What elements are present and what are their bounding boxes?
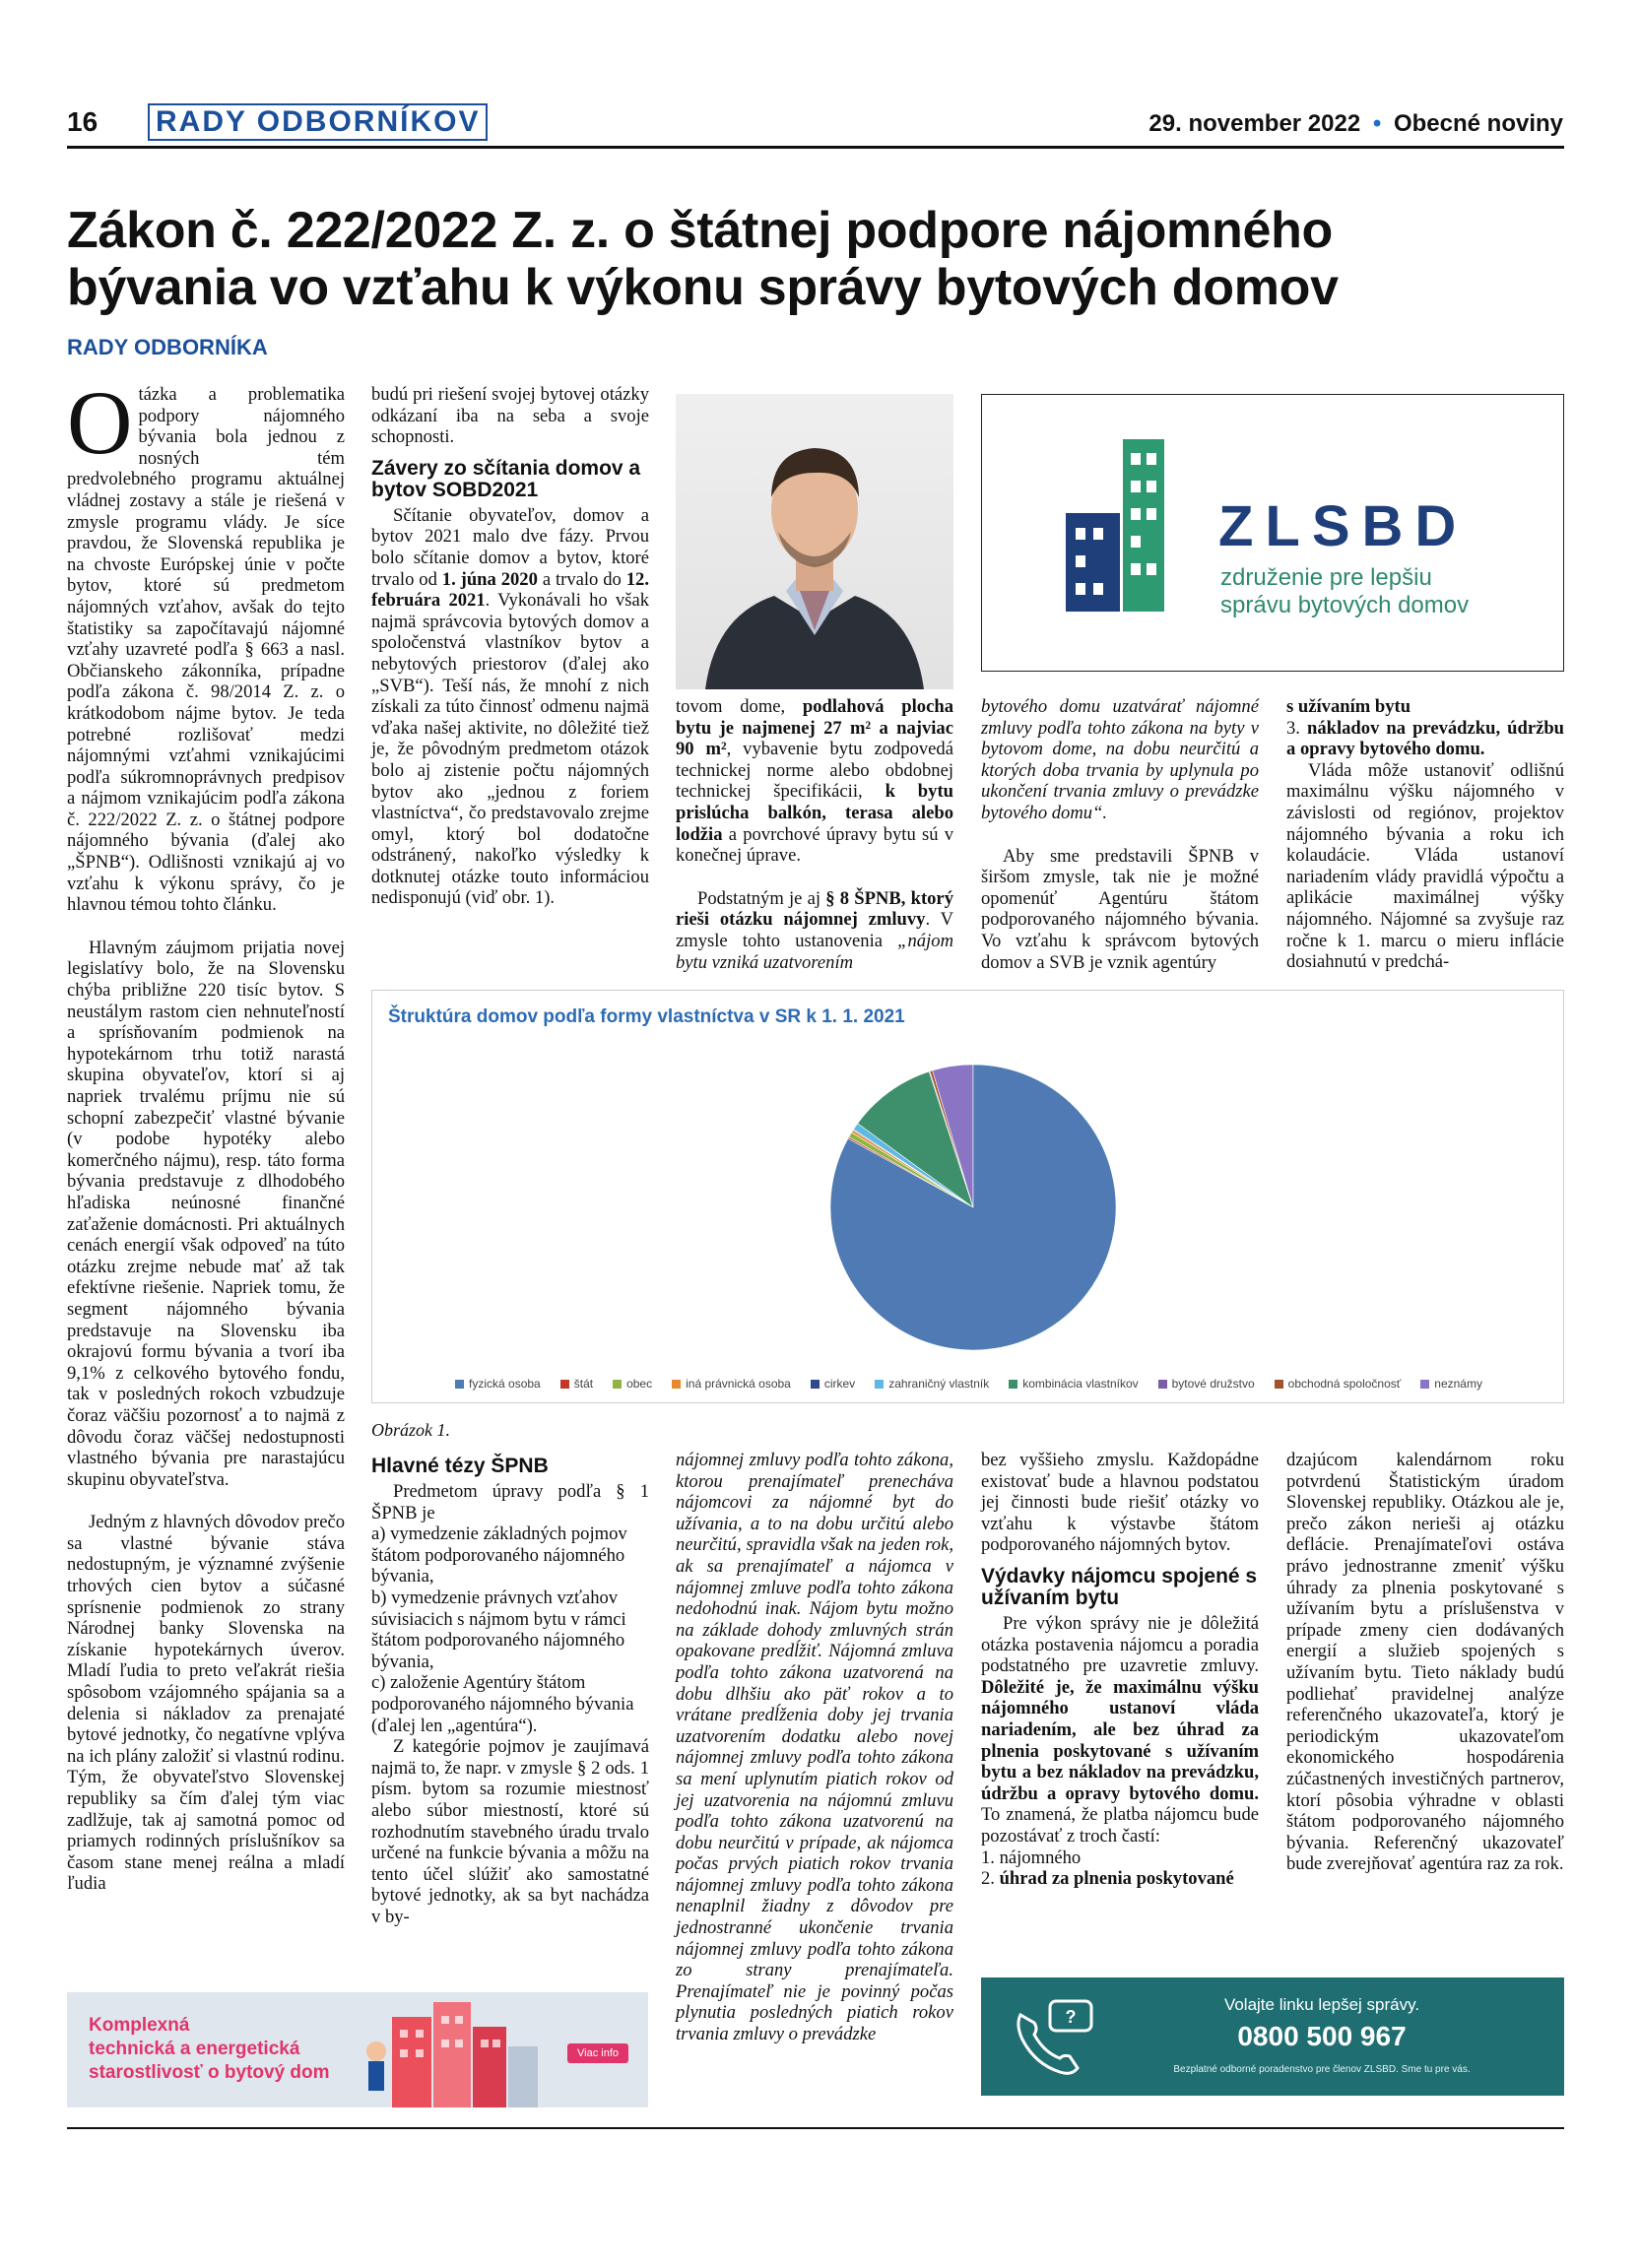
drop-cap: O xyxy=(67,372,133,473)
legend-label: bytové družstvo xyxy=(1171,1377,1255,1391)
section-label xyxy=(148,103,488,141)
column-5-bottom: dzajúcom kalendárnom roku potvrdenú Štatistickým úradom Slovenskej republiky. Otázkou ale je, prečo zákon nerieši aj otázku deflácie. Prenajímateľovi ostáva právo jednostranne zmeniť výšku úhrady za plnenia poskytované s užívaním bytu a príslušenstva v prípade zmeny cien dodávaných energií a služieb spojených s užívaním bytu. Tieto náklady budú podliehať pravidelnej analýze referenčného ukazovateľa, ktorý je periodickým ukazovateľom ekonomického hospodárenia zúčastnených investičných partnerov, ktorí pôsobia výhradne v oblasti štátom podporovaného nájomného bývania. Referenčný ukazovateľ bude zverejňovať agentúra raz za rok. xyxy=(1286,1450,1564,1875)
ad-left-line-1: Komplexná xyxy=(89,2015,190,2036)
subhead-hlavne-tezy: Hlavné tézy ŠPNB xyxy=(371,1455,549,1477)
legend-label: obec xyxy=(626,1377,653,1391)
byline: RADY ODBORNÍKA xyxy=(67,335,268,359)
zlsbd-building-icon xyxy=(1066,439,1184,612)
article-title-line-1: Zákon č. 222/2022 Z. z. o štátnej podpore nájomného xyxy=(67,202,1334,259)
ad-left[interactable] xyxy=(67,1992,648,2107)
column-3-top: tovom dome, podlahová plocha bytu je najmenej 27 m² a najviac 90 m², vybavenie bytu zodpovedá technickej norme alebo obdobnej technickej špecifikácii, k bytu prislúcha balkón, terasa alebo lodžia a povrchové úpravy bytu sú v konečnej úprave. Podstatným je aj § 8 ŠPNB, ktorý rieši otázku nájomnej zmluvy. V zmysle tohto ustanovenia „nájom bytu vzniká uzatvorením xyxy=(676,696,953,973)
ad-right-line-1: Volajte linku lepšej správy. xyxy=(1223,1995,1420,2014)
zlsbd-tagline-line-1: združenie pre lepšiu xyxy=(1220,564,1432,591)
article-title xyxy=(67,202,1574,316)
legend-swatch xyxy=(1158,1380,1167,1389)
portrait-illustration xyxy=(676,394,953,689)
legend-label: cirkev xyxy=(823,1377,856,1391)
footer-rule xyxy=(67,2127,1564,2129)
article-title-line-2: bývania vo vzťahu k výkonu správy bytových domov xyxy=(67,259,1339,316)
ad-right[interactable] xyxy=(981,1977,1564,2096)
legend-item xyxy=(1420,1377,1482,1391)
legend-label: obchodná spoločnosť xyxy=(1287,1377,1402,1391)
legend-swatch xyxy=(1275,1380,1283,1389)
issue-date: 29. november 2022 xyxy=(1148,110,1361,137)
legend-swatch xyxy=(1009,1380,1017,1389)
svg-text:?: ? xyxy=(1065,2007,1077,2027)
ad-right-line-3: Bezplatné odborné poradenstvo pre členov ZLSBD. Sme tu pre vás. xyxy=(1173,2064,1471,2075)
issue-bullet: • xyxy=(1372,110,1382,137)
legend-swatch xyxy=(1420,1380,1429,1389)
publication-name: Obecné noviny xyxy=(1393,110,1563,137)
issue-info xyxy=(1148,110,1563,138)
legend-label: zahraničný vlastník xyxy=(888,1377,990,1391)
legend-item xyxy=(875,1377,989,1391)
author-photo xyxy=(676,394,953,689)
ad-left-line-3: starostlivosť o bytový dom xyxy=(89,2062,330,2083)
legend-swatch xyxy=(811,1380,820,1389)
column-3-bottom: nájomnej zmluvy podľa tohto zákona, ktorou prenajímateľ prenecháva nájomcovi za nájomné byt do užívania, a to na dobu určitú alebo neurčitú, spravidla však na jeden rok, ak sa prenajímateľ a nájomca v nájomnej zmluve podľa tohto zákona nedohodnú inak. Nájom bytu možno na základe dohody zmluvných strán opakovane predĺžiť. Nájomná zmluva podľa tohto zákona uzatvorená na dobu dlhšiu ako päť rokov a to vrátane predĺženia doby jej trvania uzatvorením dodatku alebo novej nájomnej zmluvy podľa tohto zákona sa mení uplynutím piatich rokov od jej uzatvorenia na nájomnú zmluvu podľa tohto zákona uzatvorenú na dobu neurčitú v prípade, ak nájomca počas prvých piatich rokov trvania nájomnej zmluvy podľa tohto zákona nenaplnil žiadny z dôvodov pre jednostranné ukončenie trvania nájomnej zmluvy podľa tohto zákona zo strany prenajímateľa. Prenajímateľ nie je povinný počas plynutia posledných piatich rokov trvania zmluvy o prevádzke xyxy=(676,1450,953,2045)
ad-left-text xyxy=(89,2014,330,2085)
legend-swatch xyxy=(455,1380,464,1389)
figure-caption: Obrázok 1. xyxy=(371,1420,450,1440)
header-rule xyxy=(67,146,1564,149)
ad-right-phone[interactable]: 0800 500 967 xyxy=(1237,2021,1407,2051)
legend-swatch xyxy=(875,1380,884,1389)
chart-title: Štruktúra domov podľa formy vlastníctva v SR k 1. 1. 2021 xyxy=(388,1006,905,1027)
legend-item xyxy=(455,1377,541,1391)
column-2-top: budú pri riešení svojej bytovej otázky odkázaní iba na seba a svoje schopnosti. Závery zo sčítania domov a bytov SOBD2021 Sčítanie obyvateľov, domov a bytov 2021 malo dve fázy. Prvou bolo sčítanie domov a bytov, ktoré trvalo od 1. júna 2020 a trvalo do 12. februára 2021. Vykonávali ho však najmä správcovia bytových domov a spoločenstvá vlastníkov bytov a nebytových priestorov (ďalej ako „SVB“). Teší nás, že mnohí z nich získali za túto činnosť odmenu najmä vďaka našej aktivite, no dôležité tiež je, že pôvodným predmetom otázok bolo aj zistenie počtu nájomných bytov ako „jednou z foriem vlastníctva“, čo predstavovalo zrejme omyl, ktorý bol dodatočne odstránený, nakoľko výsledky k dotknutej otázke touto informáciou nedisponujú (viď obr. 1). xyxy=(371,384,649,909)
legend-item xyxy=(560,1377,593,1391)
column-4-top: bytového domu uzatvárať nájomné zmluvy podľa tohto zákona na byty v bytovom dome, na dobu neurčitú a ktorých doba trvania by uplynula po ukončení trvania zmluvy o prevádzke bytového domu“. Aby sme predstavili ŠPNB v širšom zmysle, tak nie je možné opomenúť Agentúru štátom podporovaného nájomného bývania. Vo vzťahu k správcom bytových domov a SVB je vznik agentúry xyxy=(981,696,1259,973)
chart-legend xyxy=(372,1377,1565,1391)
legend-item xyxy=(672,1377,791,1391)
column-4-bottom: bez vyššieho zmyslu. Každopádne existovať bude a hlavnou podstatou jej činnosti bude riešiť otázky vo vzťahu k výstavbe štátom podporovaného nájomných bytov. Výdavky nájomcu spojené s užívaním bytu Pre výkon správy nie je dôležitá otázka postavenia nájomcu a poradia podstatného pre uzavretie zmluvy. Dôležité je, že maximálnu výšku nájomného ustanoví vláda nariadením, ale bez úhrad za plnenia poskytované s užívaním bytu a bez nákladov na prevádzku, údržbu a opravy bytového domu. To znamená, že platba nájomcu bude pozostávať z troch častí: 1. nájomného 2. úhrad za plnenia poskytované xyxy=(981,1450,1259,1890)
legend-item xyxy=(811,1377,855,1391)
legend-item xyxy=(1009,1377,1138,1391)
page-number: 16 xyxy=(67,106,98,137)
zlsbd-logo-tagline xyxy=(1220,564,1469,619)
ad-left-button[interactable]: Viac info xyxy=(567,2043,628,2063)
section-label-text: RADY ODBORNÍKOV xyxy=(156,105,481,138)
subhead-zavery: Závery zo sčítania domov a bytov SOBD2021 xyxy=(371,456,641,501)
column-5-top: s užívaním bytu 3. nákladov na prevádzku, údržbu a opravy bytového domu. Vláda môže ustanoviť odlišnú maximálnu výšku nájomného v závislosti od regiónov, projektov nájomného bývania a roku ich kolaudácie. Vláda ustanoví nariadením vlády pravidlá výpočtu a aplikácie maximálnej výšky nájomného. Nájomné sa zvyšuje raz ročne k 1. marcu o mieru inflácie dosiahnutú v predchá- xyxy=(1286,696,1565,973)
legend-swatch xyxy=(613,1380,622,1389)
ownership-chart xyxy=(371,990,1564,1403)
legend-item xyxy=(1158,1377,1255,1391)
legend-swatch xyxy=(560,1380,569,1389)
subhead-vydavky: Výdavky nájomcu spojené s užívaním bytu xyxy=(981,1564,1258,1609)
pie-chart xyxy=(816,1060,1131,1355)
legend-label: fyzická osoba xyxy=(469,1377,541,1391)
buildings-illustration-icon xyxy=(362,1992,550,2107)
zlsbd-logo-box xyxy=(981,394,1564,672)
ad-left-line-2: technická a energetická xyxy=(89,2039,300,2059)
zlsbd-tagline-line-2: správu bytových domov xyxy=(1220,592,1470,618)
legend-label: neznámy xyxy=(1434,1377,1482,1391)
legend-label: iná právnická osoba xyxy=(686,1377,791,1391)
legend-item xyxy=(1275,1377,1402,1391)
legend-label: kombinácia vlastníkov xyxy=(1022,1377,1139,1391)
zlsbd-logo-name: ZLSBD xyxy=(1218,494,1469,558)
column-2-bottom: Hlavné tézy ŠPNB Predmetom úpravy podľa § 1 ŠPNB je a) vymedzenie základných pojmov štátom podporovaného nájomného bývania, b) vymedzenie právnych vzťahov súvisiacich s nájmom bytu v rámci štátom podporovaného nájomného bývania, c) založenie Agentúry štátom podporovaného nájomného bývania (ďalej len „agentúra“). Z kategórie pojmov je zaujímavá najmä to, že napr. v zmysle § 2 ods. 1 písm. bytom sa rozumie miestnosť alebo súbor miestností, ktoré sú rozhodnutím stavebného úradu trvalo určené na funkcie bývania a môžu na tento účel slúžiť ako samostatné bytové jednotky, ak sa byt nachádza v by- xyxy=(371,1455,649,1927)
column-1: Otázka a problematika podpory nájomného bývania bola jednou z nosných tém predvolebného programu aktuálnej vládnej zostavy a stále je riešená v zmysle programu vlády. Je síce pravdou, že Slovenská republika je na chvoste Európskej únie v počte bytov, ktoré sú predmetom nájomných vzťahov, avšak do tejto štatistiky sa započítavajú nájomné vzťahy uzavreté podľa § 663 a nasl. Občianskeho zákonníka, prípadne podľa zákona č. 98/2014 Z. z. o krátkodobom nájme bytov. Je teda potrebné rozlišovať medzi nájomnými vzťahmi vznikajúcimi podľa súkromnoprávnych predpisov a nájmom vznikajúcim podľa zákona č. 222/2022 Z. z. o štátnej podpore nájomného bývania (ďalej ako „ŠPNB“). Odlišnosti vznikajú aj vo vzťahu k výkonu správy, čo je hlavnou témou tohto článku. Hlavným záujmom prijatia novej legislatívy bolo, že na Slovensku chýba približne 220 tisíc bytov. S neustálym rastom cien nehnuteľností a sprísňovaním podmienok na hypotekárnom trhu totiž narastá skupina obyvateľov, ktorí si aj napriek trvalému príjmu nie sú schopní zabezpečiť vlastné bývanie (v podobe hypotéky alebo komerčného nájmu), resp. táto forma bývania predstavuje z dlhodobého hľadiska neúnosné finančné zaťaženie domácnosti. Pri aktuálnych cenách energií však odpoveď na túto otázku zrejme nebude mať až tak efektívne riešenie. Napriek tomu, že segment nájomného bývania predstavuje na Slovensku iba okrajovú formu bývania a tvorí iba 9,1% z celkového bytového fondu, tak v posledných rokoch vzbudzuje čoraz väčšiu pozornosť a to najmä z dôvodu čoraz väčšej nedostupnosti vlastného bývania pre narastajúcu skupinu obyvateľstva. Jedným z hlavných dôvodov prečo sa vlastné bývanie stáva nedostupným, je významné zvýšenie trhových cien bytov a súčasné sprísnenie podmienok zo strany Národnej banky Slovenska na získanie hypotekárnych úverov. Mladí ľudia to preto veľakrát riešia spôsobom vzájomného spájania sa a delenia si nákladov za prenajaté bytové jednotky, čo negatívne vplýva na ich plány založiť si vlastnú rodinu. Tým, že obyvateľstvo Slovenskej republiky sa čím ďalej tým viac zadlžuje, tak aj samotná pomoc od priamych rodinných príslušníkov sa časom stane menej reálna a mladí ľudia xyxy=(67,372,345,1895)
legend-swatch xyxy=(672,1380,681,1389)
legend-label: štát xyxy=(573,1377,594,1391)
legend-item xyxy=(613,1377,652,1391)
